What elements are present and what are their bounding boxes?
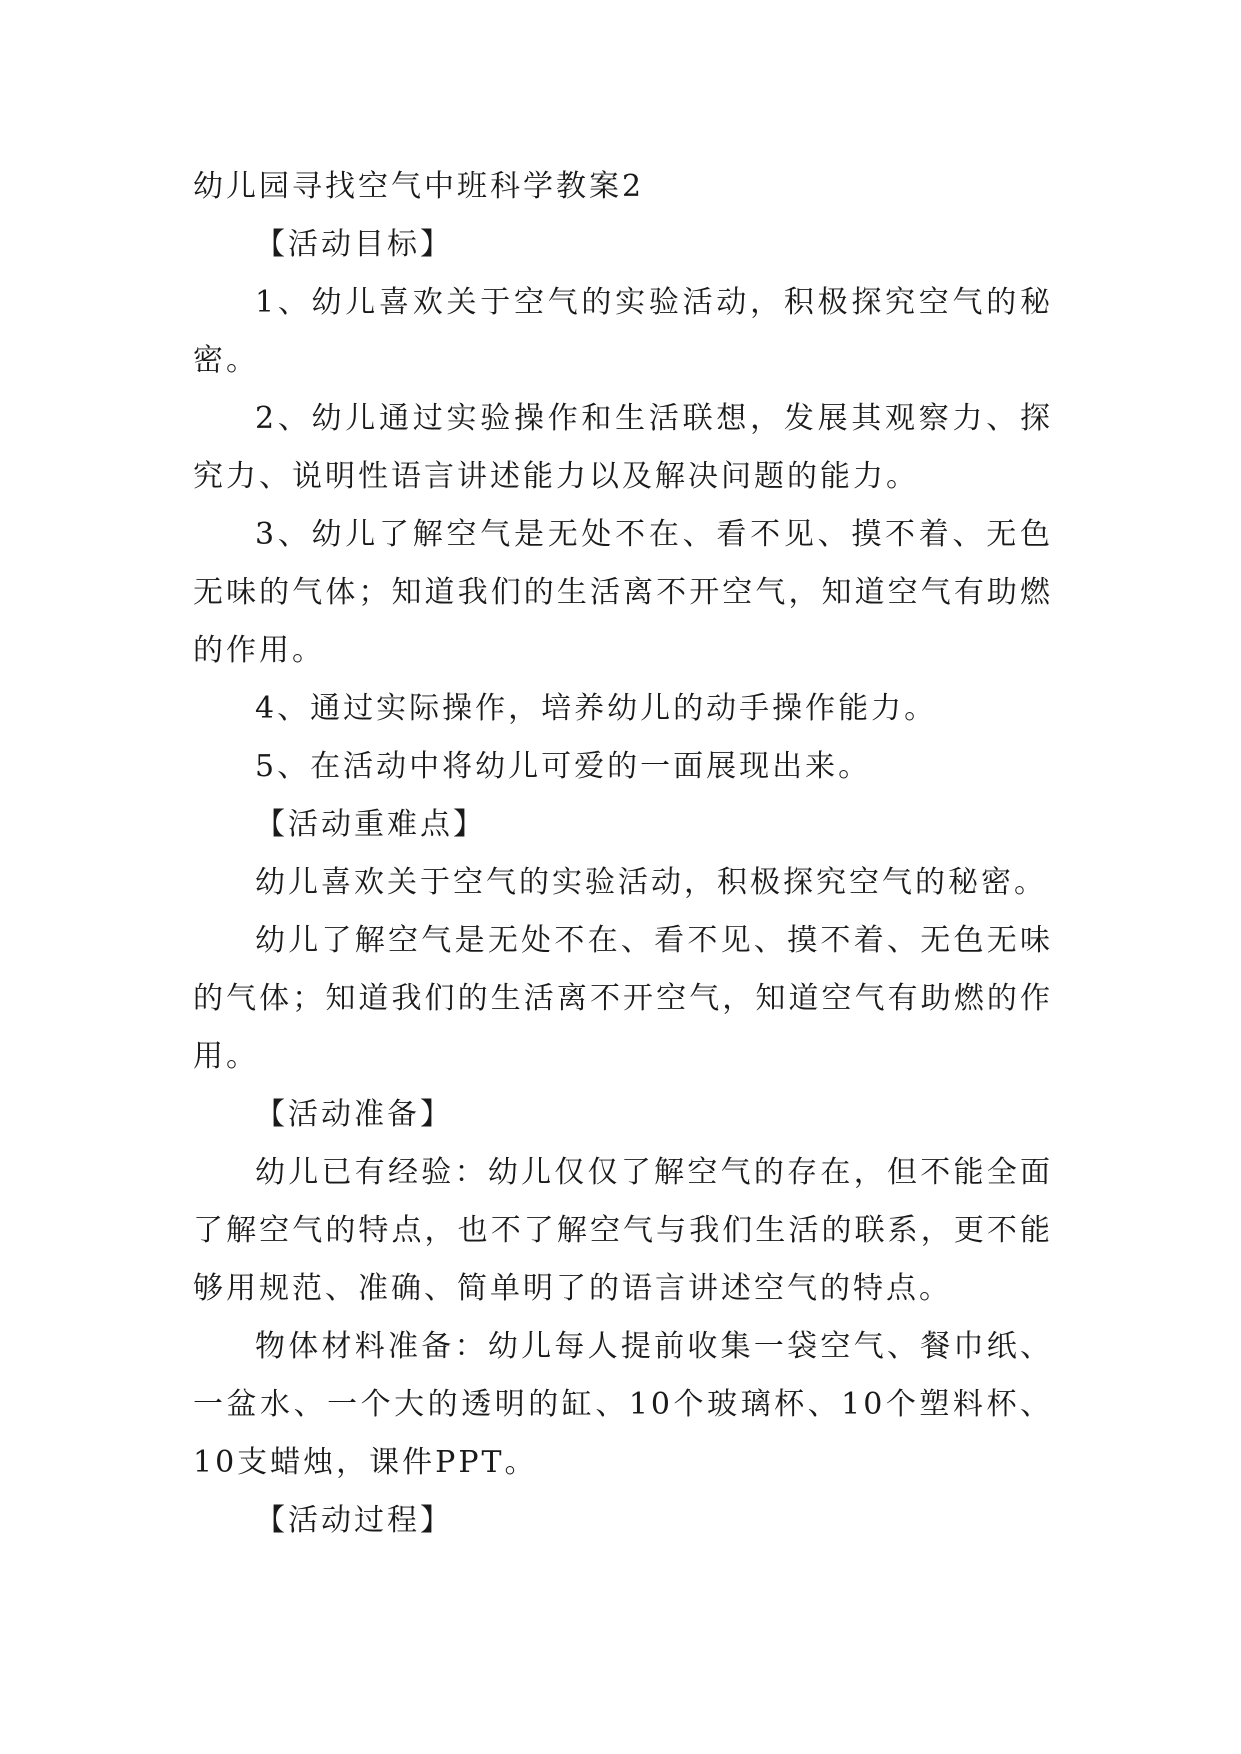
section-heading: 【活动重难点】 <box>255 807 486 842</box>
section-heading: 【活动过程】 <box>255 1503 453 1538</box>
section-heading: 【活动准备】 <box>255 1097 453 1132</box>
paragraph: 4、通过实际操作，培养幼儿的动手操作能力。 <box>255 691 938 726</box>
document-body <box>193 158 1053 1550</box>
section-heading: 【活动目标】 <box>255 227 453 262</box>
section-objectives <box>193 216 1053 796</box>
paragraph: 3、幼儿了解空气是无处不在、看不见、摸不着、无色无味的气体；知道我们的生活离不开空气，知道空气有助燃的作用。 <box>193 517 1053 668</box>
paragraph: 5、在活动中将幼儿可爱的一面展现出来。 <box>255 749 872 784</box>
section-process <box>193 1492 1053 1550</box>
paragraph: 幼儿已有经验：幼儿仅仅了解空气的存在，但不能全面了解空气的特点，也不了解空气与我们生活的联系，更不能够用规范、准确、简单明了的语言讲述空气的特点。 <box>193 1155 1053 1306</box>
section-preparation <box>193 1086 1053 1492</box>
paragraph: 1、幼儿喜欢关于空气的实验活动，积极探究空气的秘密。 <box>193 285 1053 378</box>
paragraph: 2、幼儿通过实验操作和生活联想，发展其观察力、探究力、说明性语言讲述能力以及解决问题的能力。 <box>193 401 1053 494</box>
paragraph: 物体材料准备：幼儿每人提前收集一袋空气、餐巾纸、一盆水、一个大的透明的缸、10个玻璃杯、10个塑料杯、10支蜡烛，课件PPT。 <box>193 1329 1053 1480</box>
paragraph: 幼儿喜欢关于空气的实验活动，积极探究空气的秘密。 <box>255 865 1047 900</box>
document-title: 幼儿园寻找空气中班科学教案2 <box>193 169 645 204</box>
section-key-points <box>193 796 1053 1086</box>
paragraph: 幼儿了解空气是无处不在、看不见、摸不着、无色无味的气体；知道我们的生活离不开空气，知道空气有助燃的作用。 <box>193 923 1053 1074</box>
